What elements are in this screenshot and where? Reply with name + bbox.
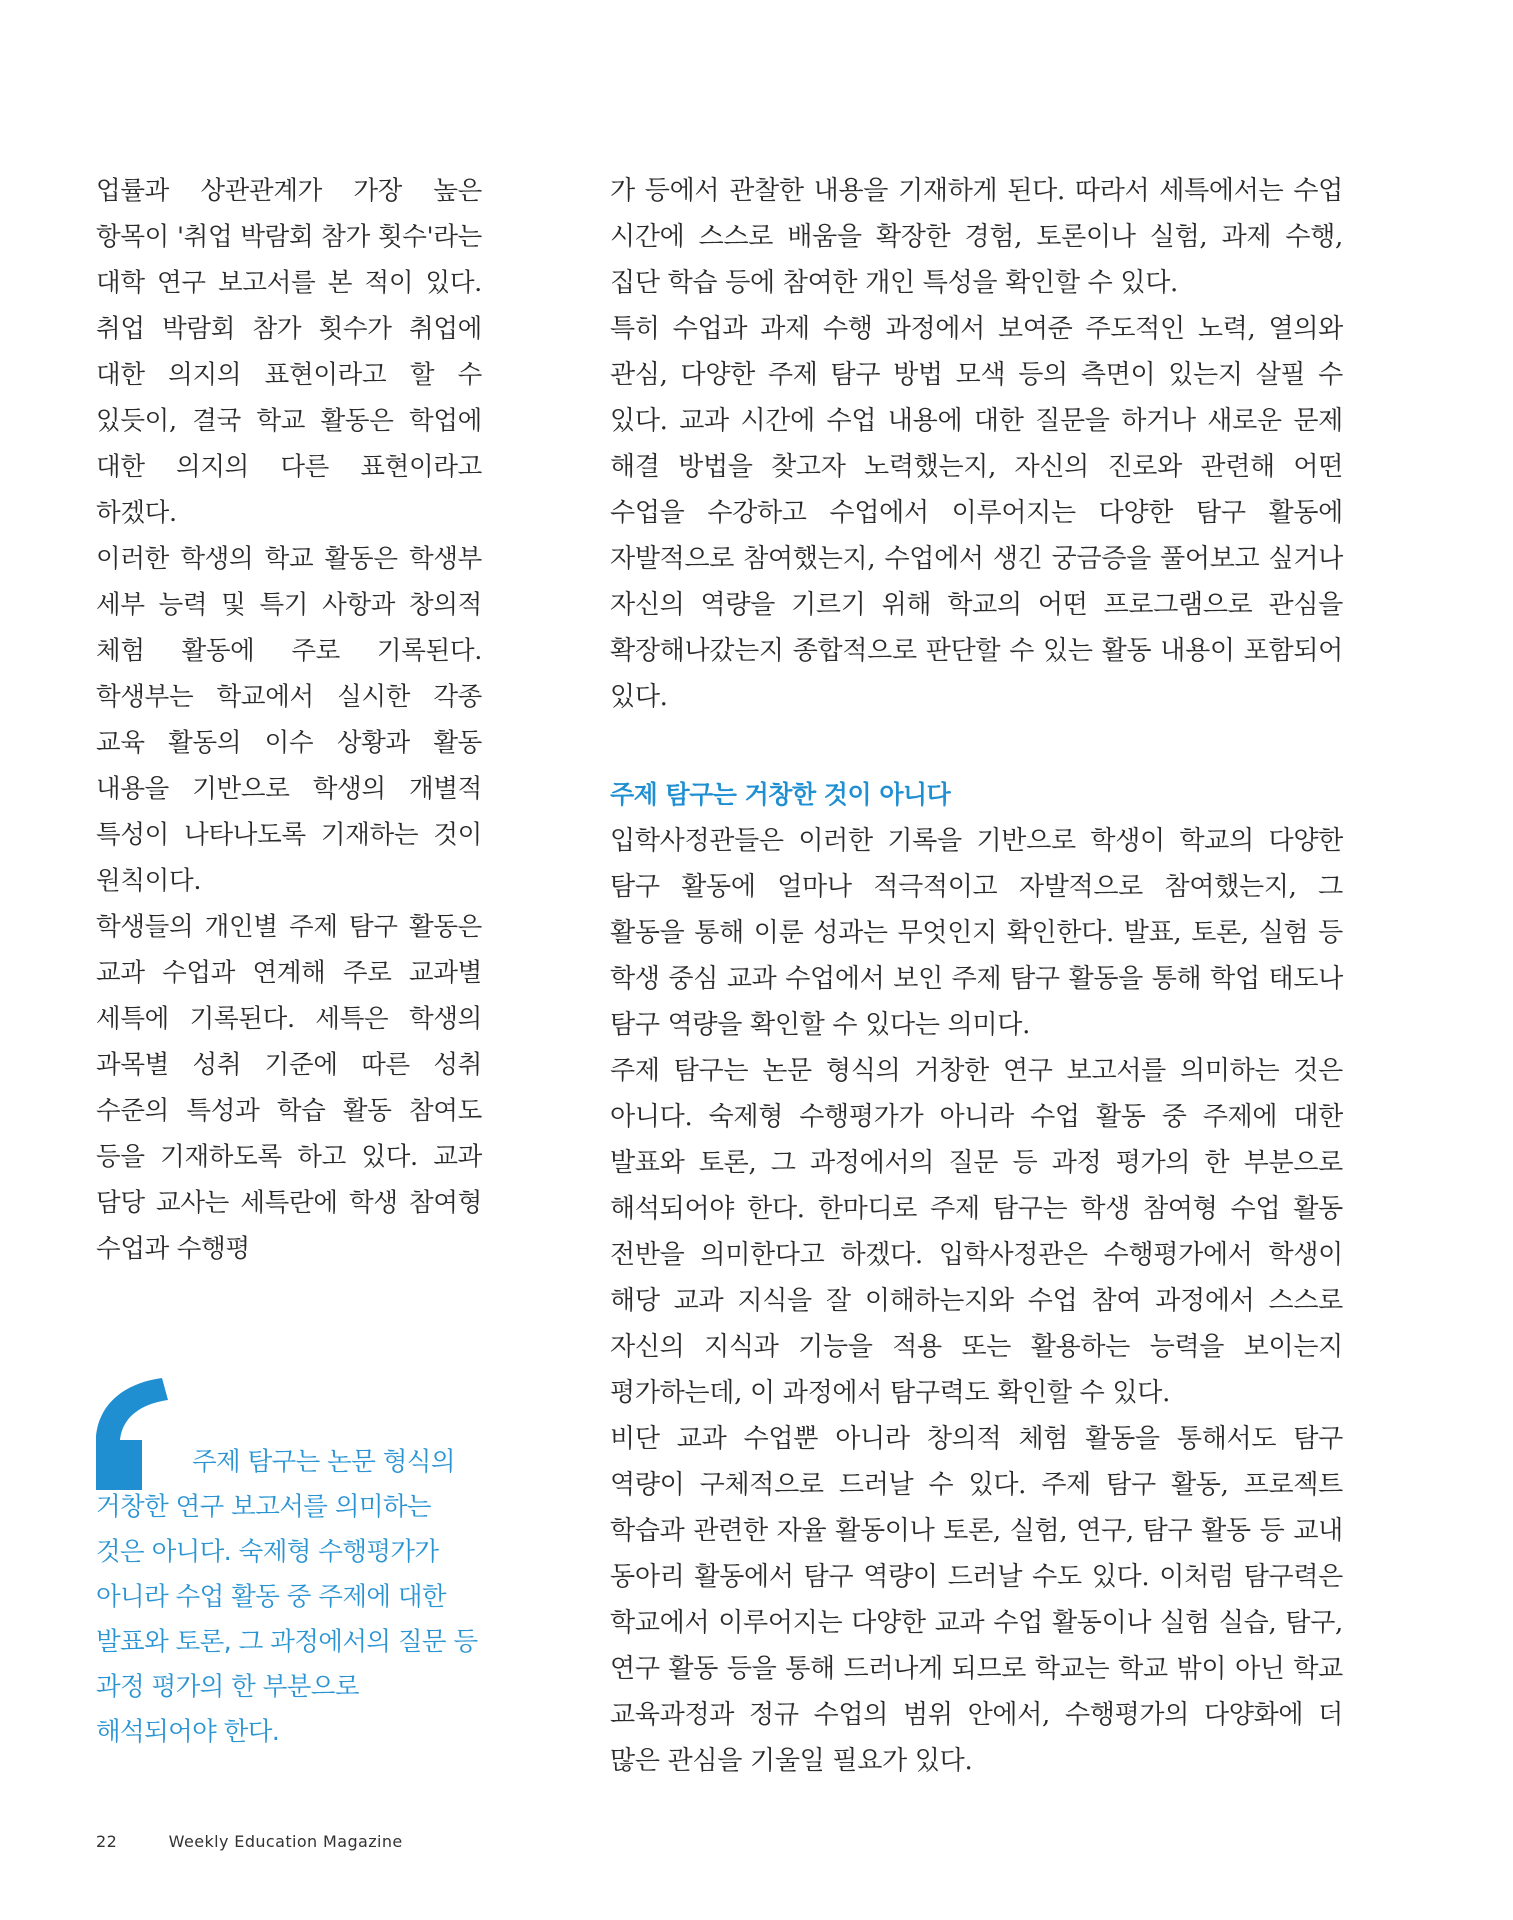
- page-number: 22: [96, 1832, 118, 1851]
- body-paragraph: 입학사정관들은 이러한 기록을 기반으로 학생이 학교의 다양한 탐구 활동에 얼마나 적극적이고 자발적으로 참여했는지, 그 활동을 통해 이룬 성과는 무엇인지 확인한다. 발표, 토론, 실험 등 학생 중심 교과 수업에서 보인 주제 탐구 활동을 통해 학업 태도나 탐구 역량을 확인할 수 있다는 의미다.: [610, 826, 1343, 1040]
- section-heading: 주제 탐구는 거창한 것이 아니다: [610, 780, 951, 809]
- left-column: [96, 168, 482, 1272]
- page-footer: [96, 1832, 403, 1851]
- body-paragraph: 가 등에서 관찰한 내용을 기재하게 된다. 따라서 세특에서는 수업 시간에 스스로 배움을 확장한 경험, 토론이나 실험, 과제 수행, 집단 학습 등에 참여한 개인 특성을 확인할 수 있다.: [610, 176, 1343, 298]
- body-paragraph: 이러한 학생의 학교 활동은 학생부 세부 능력 및 특기 사항과 창의적 체험 활동에 주로 기록된다. 학생부는 학교에서 실시한 각종 교육 활동의 이수 상황과 활동 내용을 기반으로 학생의 개별적 특성이 나타나도록 기재하는 것이 원칙이다.: [96, 544, 482, 896]
- body-paragraph: 특히 수업과 과제 수행 과정에서 보여준 주도적인 노력, 열의와 관심, 다양한 주제 탐구 방법 모색 등의 측면이 있는지 살필 수 있다. 교과 시간에 수업 내용에 대한 질문을 하거나 새로운 문제 해결 방법을 찾고자 노력했는지, 자신의 진로와 관련해 어떤 수업을 수강하고 수업에서 이루어지는 다양한 탐구 활동에 자발적으로 참여했는지, 수업에서 생긴 궁금증을 풀어보고 싶거나 자신의 역량을 기르기 위해 학교의 어떤 프로그램으로 관심을 확장해나갔는지 종합적으로 판단할 수 있는 활동 내용이 포함되어 있다.: [610, 314, 1343, 712]
- body-paragraph: 업률과 상관관계가 가장 높은 항목이 '취업 박람회 참가 횟수'라는 대학 연구 보고서를 본 적이 있다. 취업 박람회 참가 횟수가 취업에 대한 의지의 표현이라고 할 수 있듯이, 결국 학교 활동은 학업에 대한 의지의 다른 표현이라고 하겠다.: [96, 176, 482, 528]
- body-paragraph: 비단 교과 수업뿐 아니라 창의적 체험 활동을 통해서도 탐구 역량이 구체적으로 드러날 수 있다. 주제 탐구 활동, 프로젝트 학습과 관련한 자율 활동이나 토론, 실험, 연구, 탐구 활동 등 교내 동아리 활동에서 탐구 역량이 드러날 수도 있다. 이처럼 탐구력은 학교에서 이루어지는 다양한 교과 수업 활동이나 실험 실습, 탐구, 연구 활동 등을 통해 드러나게 되므로 학교는 학교 밖이 아닌 학교 교육과정과 정규 수업의 범위 안에서, 수행평가의 다양화에 더 많은 관심을 기울일 필요가 있다.: [610, 1424, 1343, 1776]
- body-paragraph: 학생들의 개인별 주제 탐구 활동은 교과 수업과 연계해 주로 교과별 세특에 기록된다. 세특은 학생의 과목별 성취 기준에 따른 성취 수준의 특성과 학습 활동 참여도 등을 기재하도록 하고 있다. 교과 담당 교사는 세특란에 학생 참여형 수업과 수행평: [96, 912, 482, 1264]
- pull-quote: 주제 탐구는 논문 형식의 거창한 연구 보고서를 의미하는 것은 아니다. 숙제형 수행평가가 아니라 수업 활동 중 주제에 대한 발표와 토론, 그 과정에서의 질문 등 과정 평가의 한 부분으로 해석되어야 한다.: [96, 1447, 478, 1747]
- publication-name: Weekly Education Magazine: [168, 1832, 403, 1851]
- right-column: [610, 168, 1343, 1784]
- body-paragraph: 주제 탐구는 논문 형식의 거창한 연구 보고서를 의미하는 것은 아니다. 숙제형 수행평가가 아니라 수업 활동 중 주제에 대한 발표와 토론, 그 과정에서의 질문 등 과정 평가의 한 부분으로 해석되어야 한다. 한마디로 주제 탐구는 학생 참여형 수업 활동 전반을 의미한다고 하겠다. 입학사정관은 수행평가에서 학생이 해당 교과 지식을 잘 이해하는지와 수업 참여 과정에서 스스로 자신의 지식과 기능을 적용 또는 활용하는 능력을 보이는지 평가하는데, 이 과정에서 탐구력도 확인할 수 있다.: [610, 1056, 1343, 1408]
